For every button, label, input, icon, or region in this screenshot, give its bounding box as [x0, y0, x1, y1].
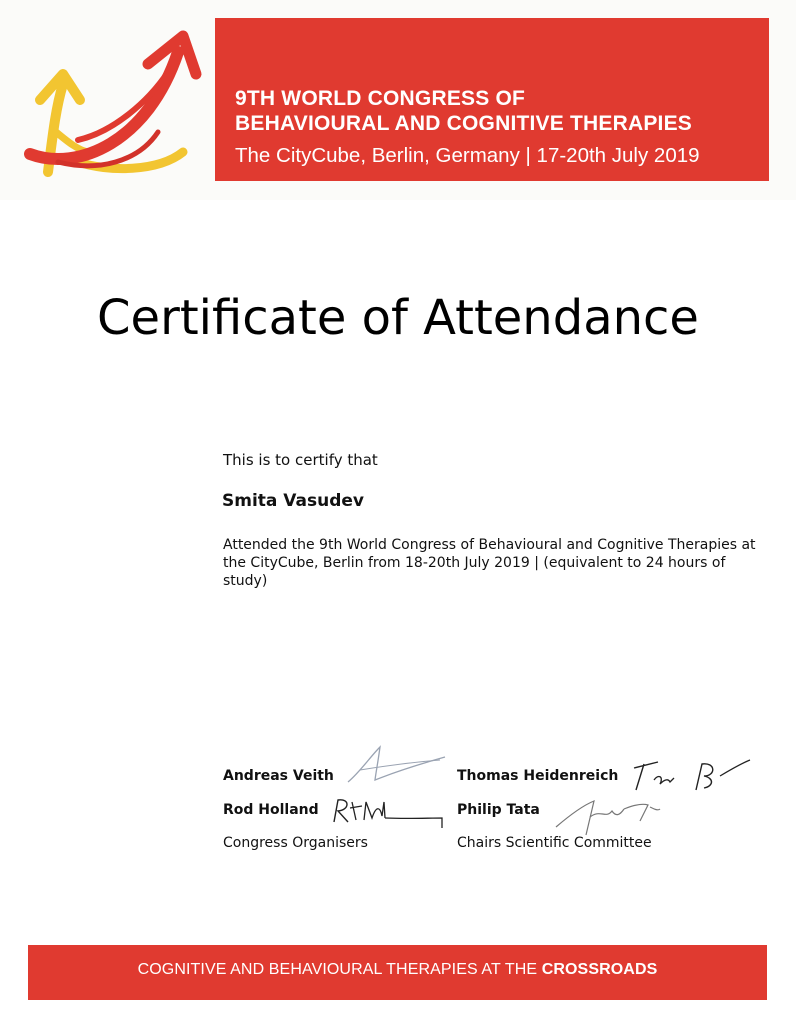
footer-tagline — [28, 961, 767, 979]
footer-tagline-bold: CROSSROADS — [541, 961, 658, 978]
certificate-title: Certificate of Attendance — [97, 290, 699, 346]
banner-venue-dates: The CityCube, Berlin, Germany | 17-20th July 2019 — [235, 144, 700, 167]
congress-banner — [215, 18, 769, 181]
recipient-name: Smita Vasudev — [222, 491, 365, 511]
signature-organiser-2-icon — [328, 794, 448, 830]
signatory-name-organiser-2: Rod Holland — [223, 802, 319, 818]
signature-chair-2-icon — [550, 795, 665, 837]
signatory-name-chair-1: Thomas Heidenreich — [457, 768, 619, 784]
banner-title-line1: 9TH WORLD CONGRESS OF — [235, 87, 526, 110]
banner-title-line2: BEHAVIOURAL AND COGNITIVE THERAPIES — [235, 112, 692, 135]
signature-organiser-1-icon — [340, 742, 450, 787]
signature-chair-1-icon — [630, 756, 755, 796]
footer-band — [28, 945, 767, 1000]
signatory-name-organiser-1: Andreas Veith — [223, 768, 334, 784]
organisers-role-label: Congress Organisers — [223, 835, 368, 851]
certify-text: This is to certify that — [223, 451, 378, 469]
signatory-name-chair-2: Philip Tata — [457, 802, 540, 818]
attendance-statement: Attended the 9th World Congress of Behavioural and Cognitive Therapies at the CityCube, Berlin from 18-20th July 2019 | (equivalent to 24 hours of study) — [223, 537, 756, 589]
footer-tagline-regular: COGNITIVE AND BEHAVIOURAL THERAPIES AT THE — [137, 961, 542, 978]
chairs-role-label: Chairs Scientific Committee — [457, 835, 652, 851]
congress-logo-icon — [18, 22, 218, 187]
